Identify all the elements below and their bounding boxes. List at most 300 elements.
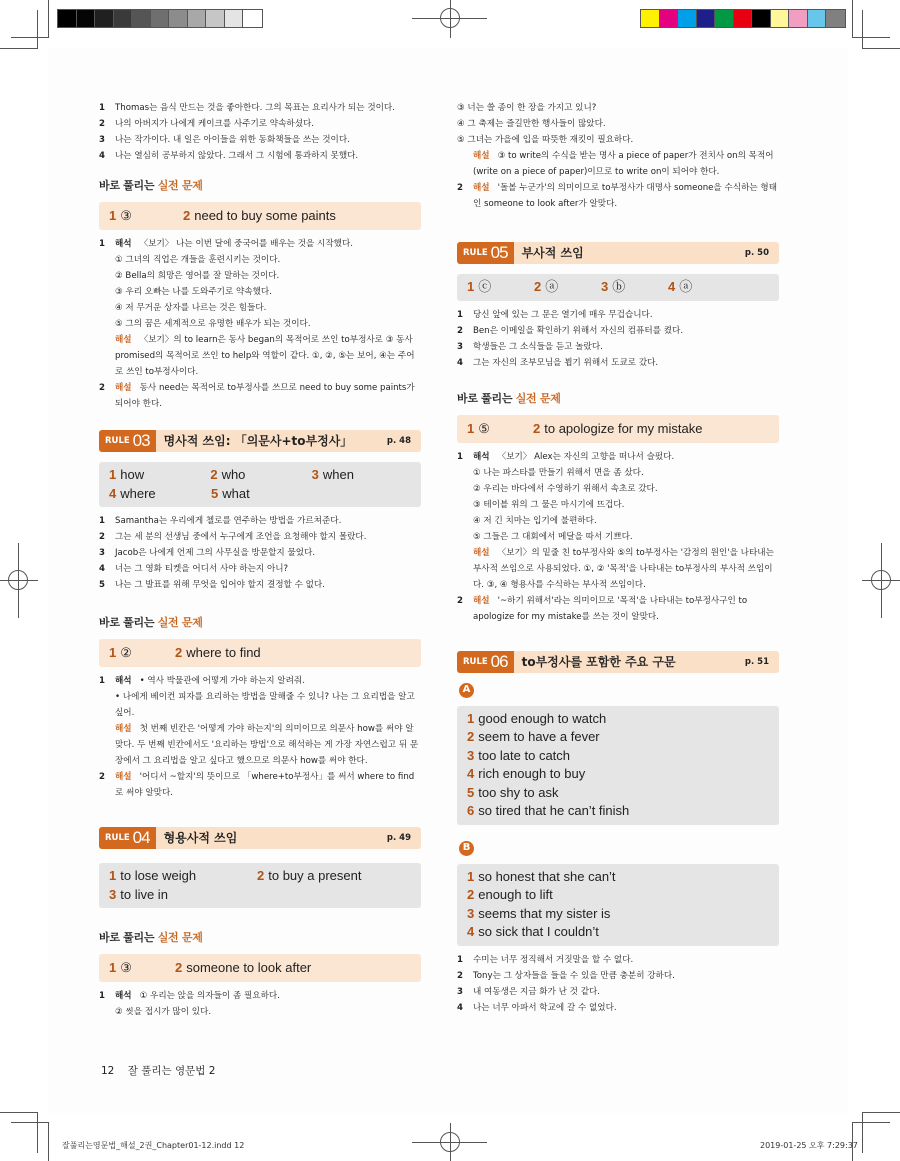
color-swatch xyxy=(206,10,225,27)
rule-translation-list xyxy=(99,513,421,593)
crop-mark xyxy=(0,48,38,49)
item-text: ③ 우리 오빠는 나를 도와주기로 약속했다. xyxy=(115,287,272,297)
practice-title: 바로 풀리는 실전 문제 xyxy=(99,931,203,944)
answer-value: ⓐ xyxy=(679,279,693,294)
rule-05-header xyxy=(457,242,779,264)
item-number: 2 xyxy=(457,970,463,981)
answer-number: 1 xyxy=(109,208,117,223)
list-item xyxy=(99,148,421,164)
answer-value: where to find xyxy=(186,645,261,660)
rule-04-header xyxy=(99,827,421,849)
item-text: 그는 세 분의 선생님 중에서 누구에게 조언을 요청해야 할지 몰랐다. xyxy=(115,532,367,542)
answer-value: someone to look after xyxy=(186,960,312,975)
answer-number: 1 xyxy=(109,868,117,883)
item-number: 4 xyxy=(99,151,105,161)
color-swatch xyxy=(641,10,660,27)
item-number: 1 xyxy=(99,239,105,249)
item-text: 해설 동사 need는 목적어로 to부정사를 쓰므로 need to buy some paints가 되어야 한다. xyxy=(115,383,415,409)
answer-item xyxy=(109,643,175,663)
color-swatch xyxy=(114,10,133,27)
continued-explanation xyxy=(457,100,779,212)
rule-page-ref: p. 50 xyxy=(744,248,769,258)
list-item xyxy=(99,316,421,332)
answer-item xyxy=(312,466,411,485)
color-swatch xyxy=(95,10,114,27)
crop-mark xyxy=(862,1113,863,1153)
answer-number: 1 xyxy=(109,467,117,482)
rule-title: 부사적 쓰임 xyxy=(521,246,584,260)
list-item xyxy=(457,545,779,593)
answer-number: 4 xyxy=(668,279,676,294)
list-item xyxy=(457,355,779,371)
list-item xyxy=(457,132,779,148)
list-item xyxy=(99,268,421,284)
item-number: 2 xyxy=(457,183,463,193)
crop-mark xyxy=(862,1112,900,1113)
color-swatch xyxy=(771,10,790,27)
list-item xyxy=(457,529,779,545)
list-item xyxy=(99,513,421,529)
crop-mark xyxy=(852,1122,890,1123)
rule-page-ref: p. 49 xyxy=(386,833,411,843)
item-text: 내 여동생은 지금 화가 난 것 같다. xyxy=(473,986,601,997)
slug-timestamp: 2019-01-25 오후 7:29:37 xyxy=(760,1141,858,1150)
item-number: 1 xyxy=(99,516,105,526)
practice-answer-box xyxy=(99,202,421,230)
item-number: 1 xyxy=(99,991,105,1001)
answer-number: 2 xyxy=(210,467,218,482)
color-swatch xyxy=(808,10,827,27)
item-text: 해설 ③ to write의 수식을 받는 명사 a piece of paper가 전치사 on의 목적어(write on a piece of paper)이므로 to write on이 되어야 한다. xyxy=(473,151,774,177)
list-item xyxy=(99,300,421,316)
answer-value: enough to lift xyxy=(478,887,553,902)
list-item xyxy=(457,952,779,968)
explanation-label: 해설 xyxy=(115,383,132,393)
item-text: 해설 〈보기〉의 to learn은 동사 began의 목적어로 쓰인 to부정사로 ③ 동사 promised의 목적어로 쓰인 to help와 역할이 같다. ①, ②, ⑤는 보어, ④는 주어로 쓰인 to부정사이다. xyxy=(115,335,415,377)
color-swatch xyxy=(734,10,753,27)
list-item xyxy=(99,100,421,116)
list-item xyxy=(99,769,421,801)
list-item xyxy=(457,339,779,355)
color-swatch xyxy=(169,10,188,27)
answer-value: when xyxy=(322,467,354,482)
list-item xyxy=(99,132,421,148)
answer-line xyxy=(109,867,411,886)
answer-number: 2 xyxy=(534,279,542,294)
item-text: Tony는 그 상자들을 들을 수 있을 만큼 충분히 강하다. xyxy=(473,970,675,981)
list-item xyxy=(99,252,421,268)
answer-line xyxy=(467,728,769,747)
crop-mark xyxy=(852,37,890,38)
list-item xyxy=(99,236,421,252)
rule-03-header xyxy=(99,430,421,452)
rule-page-ref: p. 48 xyxy=(386,436,411,446)
answer-value: seems that my sister is xyxy=(478,905,611,921)
item-text: ④ 저 무거운 상자를 나르는 것은 힘들다. xyxy=(115,303,267,313)
answer-value: ⓐ xyxy=(545,279,559,294)
practice-title: 바로 풀리는 실전 문제 xyxy=(99,616,203,629)
answer-number: 6 xyxy=(467,803,475,818)
color-swatch xyxy=(697,10,716,27)
answer-item xyxy=(467,868,767,887)
color-swatch xyxy=(58,10,77,27)
answer-value: ⓑ xyxy=(612,279,626,294)
list-item xyxy=(457,593,779,625)
explanation-label: 해설 xyxy=(115,724,132,734)
section-b-badge-icon: B xyxy=(459,841,474,856)
answer-number: 1 xyxy=(467,420,475,436)
item-text: 해설 '~하기 위해서'라는 의미이므로 '목적'을 나타내는 to부정사구인 to apologize for my mistake를 쓰는 것이 알맞다. xyxy=(473,595,748,622)
practice-answer-box xyxy=(457,415,779,443)
answer-number: 3 xyxy=(109,886,117,902)
answer-number: 3 xyxy=(467,905,475,921)
practice-explanation xyxy=(99,236,421,412)
answer-value: seem to have a fever xyxy=(478,729,600,744)
answer-line xyxy=(467,747,769,766)
list-item xyxy=(99,988,421,1004)
book-title: 잘 풀리는 영문법 2 xyxy=(127,1065,216,1077)
rule-badge: RULE 06 xyxy=(457,651,514,673)
list-item xyxy=(99,721,421,769)
answer-item xyxy=(467,765,767,784)
answer-line xyxy=(109,886,411,905)
answer-line xyxy=(467,802,769,821)
answer-item xyxy=(467,923,767,942)
crop-mark xyxy=(852,0,853,38)
answer-line xyxy=(467,765,769,784)
answer-item xyxy=(109,886,257,905)
item-number xyxy=(457,148,473,180)
item-text: 해석 • 역사 박물관에 어떻게 가야 하는지 알려줘. xyxy=(115,676,305,686)
list-item xyxy=(99,529,421,545)
item-number: 1 xyxy=(99,103,105,113)
answer-value: too late to catch xyxy=(478,747,571,763)
item-text: ③ 테이블 위의 그 물은 마시기에 뜨겁다. xyxy=(473,499,625,510)
item-text: 나의 아버지가 나에게 케이크를 사주기로 약속하셨다. xyxy=(115,119,315,129)
item-text: ⑤ 그들은 그 대회에서 메달을 따서 기쁘다. xyxy=(473,531,633,542)
rule-translation-list xyxy=(457,307,779,371)
item-number: 3 xyxy=(99,548,105,558)
answer-item xyxy=(467,419,533,439)
crop-mark xyxy=(11,37,49,38)
answer-item xyxy=(183,206,336,226)
list-item xyxy=(99,561,421,577)
item-number xyxy=(457,545,473,593)
explanation-label: 해설 xyxy=(115,335,132,345)
crop-mark xyxy=(37,1113,38,1153)
color-swatch xyxy=(715,10,734,27)
color-swatch xyxy=(243,10,262,27)
answer-item xyxy=(534,278,601,297)
item-number: 4 xyxy=(457,357,463,368)
item-number: 3 xyxy=(99,135,105,145)
registration-mark xyxy=(440,8,460,28)
answer-number: 1 xyxy=(109,960,117,975)
rule-title: 형용사적 쓰임 xyxy=(163,831,238,845)
practice-title: 바로 풀리는 실전 문제 xyxy=(99,179,203,192)
color-swatch xyxy=(151,10,170,27)
answer-value: need to buy some paints xyxy=(194,208,336,223)
section-b-answer-box xyxy=(457,864,779,946)
answer-value: what xyxy=(222,485,250,501)
item-text: 나는 그 발표를 위해 무엇을 입어야 할지 결정할 수 없다. xyxy=(115,580,325,590)
item-text: Jacob은 나에게 언제 그의 사무실을 방문할지 물었다. xyxy=(115,548,316,558)
answer-number: 1 xyxy=(467,868,475,884)
answer-line xyxy=(467,923,769,942)
crop-mark xyxy=(37,10,38,48)
answer-item xyxy=(109,958,175,978)
item-number: 4 xyxy=(457,1002,463,1013)
answer-item xyxy=(257,867,407,886)
section-a-answer-box xyxy=(457,706,779,825)
answer-value: ⑤ xyxy=(478,420,490,436)
answer-line xyxy=(109,466,411,485)
answer-item xyxy=(467,747,767,766)
color-swatch xyxy=(225,10,244,27)
item-number xyxy=(457,497,473,513)
practice-answer-box xyxy=(99,954,421,982)
list-item xyxy=(457,481,779,497)
list-item xyxy=(457,323,779,339)
answer-line xyxy=(467,784,769,803)
answer-item xyxy=(601,278,668,297)
section-b-translation-list xyxy=(457,952,779,1016)
translation-label: 해석 xyxy=(115,239,132,249)
list-item xyxy=(457,116,779,132)
answer-value: so honest that she can’t xyxy=(478,868,616,884)
answer-value: who xyxy=(221,467,246,482)
color-swatch xyxy=(660,10,679,27)
slug-filename: 잘풀리는영문법_해설_2권_Chapter01-12.indd 12 xyxy=(62,1141,245,1150)
practice-explanation xyxy=(99,988,421,1020)
item-text: 해설 〈보기〉의 밑줄 친 to부정사와 ⑤의 to부정사는 '감정의 원인'을 나타내는 부사적 쓰임으로 사용되었다. ①, ② '목적'을 나타내는 to부정사의 부사적 쓰임이다. ③, ④ 형용사를 수식하는 부사적 쓰임이다. xyxy=(473,547,774,590)
crop-mark xyxy=(11,1122,49,1123)
item-number xyxy=(99,268,115,284)
rule-badge: RULE 03 xyxy=(99,430,156,452)
list-item xyxy=(99,673,421,689)
list-item xyxy=(457,968,779,984)
list-item xyxy=(99,284,421,300)
item-text: 그는 자신의 조부모님을 뵙기 위해서 도쿄로 갔다. xyxy=(473,357,659,368)
item-text: 해석 〈보기〉 나는 이번 달에 중국어를 배우는 것을 시작했다. xyxy=(115,239,353,249)
item-text: 해설 '돌볼 누군가'의 의미이므로 to부정사가 대명사 someone을 수식하는 형태인 someone to look after가 알맞다. xyxy=(473,183,778,209)
answer-line xyxy=(467,868,769,887)
item-text: ④ 저 긴 치마는 입기에 불편하다. xyxy=(473,515,597,526)
item-number xyxy=(99,721,115,769)
answer-value: to apologize for my mistake xyxy=(544,420,703,436)
item-number: 2 xyxy=(99,119,105,129)
item-text: 나는 너무 아파서 학교에 갈 수 없었다. xyxy=(473,1002,617,1013)
item-number: 1 xyxy=(457,309,463,320)
answer-value: ② xyxy=(120,645,132,660)
rule-title: 명사적 쓰임: 「의문사+to부정사」 xyxy=(163,434,353,448)
explanation-label: 해설 xyxy=(115,772,132,782)
item-text: ⑤ 그의 꿈은 세계적으로 유명한 배우가 되는 것이다. xyxy=(115,319,311,329)
answer-item xyxy=(467,802,767,821)
crop-mark xyxy=(862,48,900,49)
crop-mark xyxy=(862,10,863,48)
item-text: 해석 〈보기〉 Alex는 자신의 고향을 떠나서 슬펐다. xyxy=(473,451,675,462)
item-text: 해석 ① 우리는 앉을 의자들이 좀 필요하다. xyxy=(115,991,280,1001)
answer-number: 4 xyxy=(109,485,117,501)
explanation-label: 해설 xyxy=(473,547,490,558)
answer-value: rich enough to buy xyxy=(478,766,586,781)
item-number xyxy=(457,513,473,529)
translation-label: 해석 xyxy=(115,991,132,1001)
item-number: 2 xyxy=(457,595,463,606)
color-swatch xyxy=(77,10,96,27)
answer-item xyxy=(467,905,767,924)
item-text: ① 나는 파스타를 만들기 위해서 면을 좀 샀다. xyxy=(473,467,644,478)
item-number: 4 xyxy=(99,564,105,574)
answer-value: so tired that he can’t finish xyxy=(478,803,630,818)
answer-number: 5 xyxy=(211,485,219,501)
list-item xyxy=(457,497,779,513)
item-text: ⑤ 그녀는 가을에 입을 따뜻한 재킷이 필요하다. xyxy=(457,135,634,145)
item-number xyxy=(457,481,473,497)
answer-value: so sick that I couldn’t xyxy=(478,924,599,939)
item-number: 1 xyxy=(99,676,105,686)
answer-number: 2 xyxy=(467,887,475,902)
item-number xyxy=(99,316,115,332)
list-item xyxy=(457,465,779,481)
item-number: 2 xyxy=(99,383,105,393)
list-item xyxy=(457,984,779,1000)
translation-label: 해석 xyxy=(115,676,132,686)
crop-mark xyxy=(48,1122,49,1161)
answer-value: good enough to watch xyxy=(478,710,607,726)
item-number: 1 xyxy=(457,451,463,462)
color-swatch xyxy=(752,10,771,27)
rule-badge: RULE 05 xyxy=(457,242,514,264)
list-item xyxy=(99,577,421,593)
color-swatch xyxy=(826,10,845,27)
item-text: 학생들은 그 소식들을 듣고 놀랐다. xyxy=(473,341,603,352)
answer-value: where xyxy=(120,485,156,501)
list-item xyxy=(99,380,421,412)
item-number: 3 xyxy=(457,986,463,997)
practice-title: 바로 풀리는 실전 문제 xyxy=(457,391,561,405)
answer-item xyxy=(109,485,211,504)
explanation-label: 해설 xyxy=(473,183,490,193)
intro-translation-list xyxy=(99,100,421,164)
item-text: 너는 그 영화 티켓을 어디서 사야 하는지 아니? xyxy=(115,564,289,574)
list-item xyxy=(99,1004,421,1020)
color-swatch xyxy=(188,10,207,27)
answer-item xyxy=(175,643,261,663)
item-text: Ben은 이메일을 확인하기 위해서 자신의 컴퓨터를 켰다. xyxy=(473,325,684,336)
section-a-badge-icon: A xyxy=(459,683,474,698)
item-number xyxy=(99,689,115,721)
answer-item xyxy=(175,958,311,978)
item-number xyxy=(99,1004,115,1020)
answer-number: 2 xyxy=(533,420,541,436)
list-item xyxy=(457,1000,779,1016)
color-calibration-bar xyxy=(640,9,846,28)
item-text: ② 씻을 접시가 많이 있다. xyxy=(115,1007,212,1017)
list-item xyxy=(99,689,421,721)
answer-number: 3 xyxy=(311,467,319,482)
answer-value: ⓒ xyxy=(478,279,492,294)
answer-item xyxy=(109,206,183,226)
registration-mark xyxy=(440,1132,460,1152)
explanation-label: 해설 xyxy=(473,595,490,606)
answer-number: 2 xyxy=(467,729,475,744)
item-text: Samantha는 우리에게 첼로를 연주하는 방법을 가르쳐준다. xyxy=(115,516,342,526)
answer-number: 2 xyxy=(175,960,183,975)
list-item xyxy=(457,180,779,212)
item-text: 나는 열심히 공부하지 않았다. 그래서 그 시험에 통과하지 못했다. xyxy=(115,151,359,161)
practice-answer-box xyxy=(99,639,421,667)
list-item xyxy=(99,116,421,132)
answer-item xyxy=(467,728,767,747)
answer-line xyxy=(467,710,769,729)
grayscale-calibration-bar xyxy=(57,9,263,28)
answer-line xyxy=(467,886,769,905)
crop-mark xyxy=(0,1112,38,1113)
color-swatch xyxy=(132,10,151,27)
answer-value: how xyxy=(120,467,145,482)
item-text: ② 우리는 바다에서 수영하기 위해서 속초로 갔다. xyxy=(473,483,658,494)
rule-page-ref: p. 51 xyxy=(744,656,769,667)
rule-badge: RULE 04 xyxy=(99,827,156,849)
list-item xyxy=(99,545,421,561)
item-text: ④ 그 축제는 즐길만한 행사들이 많았다. xyxy=(457,119,606,129)
list-item xyxy=(457,100,779,116)
answer-value: to live in xyxy=(120,886,168,902)
answer-item xyxy=(210,466,311,485)
item-text: 해설 첫 번째 빈칸은 '어떻게 가야 하는지'의 의미이므로 의문사 how를 써야 알맞다. 두 번째 빈칸에서도 '요리하는 방법'으로 해석하는 게 가장 자연스럽고 뒤 문장에서 그 요리법을 알고 싶다고 했으므로 의문사 how를 써야 한다. xyxy=(115,724,419,766)
answer-number: 2 xyxy=(175,645,183,660)
left-column xyxy=(99,100,421,1020)
registration-mark xyxy=(871,570,891,590)
answer-number: 1 xyxy=(467,279,475,294)
page-footer xyxy=(101,1063,215,1078)
item-number xyxy=(99,252,115,268)
item-number: 5 xyxy=(99,580,105,590)
item-text: 수미는 너무 정직해서 거짓말을 할 수 없다. xyxy=(473,954,634,965)
answer-line xyxy=(109,485,411,504)
rule-title: to부정사를 포함한 주요 구문 xyxy=(521,654,676,669)
answer-item xyxy=(211,485,313,504)
answer-value: ③ xyxy=(120,208,132,223)
item-number xyxy=(457,529,473,545)
item-text: ① 그녀의 직업은 개들을 훈련시키는 것이다. xyxy=(115,255,281,265)
answer-item xyxy=(109,867,257,886)
answer-number: 2 xyxy=(183,208,191,223)
item-text: ③ 너는 쓸 종이 한 장을 가지고 있니? xyxy=(457,103,597,113)
answer-number: 4 xyxy=(467,766,475,781)
item-number: 2 xyxy=(99,772,105,782)
list-item xyxy=(457,148,779,180)
rule-answer-box xyxy=(99,863,421,908)
answer-number: 3 xyxy=(601,279,609,294)
answer-item xyxy=(109,466,210,485)
item-text: • 나에게 베이컨 피자를 요리하는 방법을 말해줄 수 있니? 나는 그 요리법을 알고 싶어. xyxy=(115,692,415,718)
answer-number: 5 xyxy=(467,784,475,800)
color-swatch xyxy=(789,10,808,27)
answer-number: 1 xyxy=(109,645,117,660)
answer-item xyxy=(533,419,702,439)
item-number: 2 xyxy=(457,325,463,336)
item-text: 해설 '어디서 ~할지'의 뜻이므로 「where+to부정사」를 써서 where to find로 써야 알맞다. xyxy=(115,772,415,798)
list-item xyxy=(457,449,779,465)
rule-answer-box xyxy=(99,462,421,507)
registration-mark xyxy=(8,570,28,590)
practice-explanation xyxy=(457,449,779,625)
answer-item xyxy=(467,886,767,905)
list-item xyxy=(457,307,779,323)
